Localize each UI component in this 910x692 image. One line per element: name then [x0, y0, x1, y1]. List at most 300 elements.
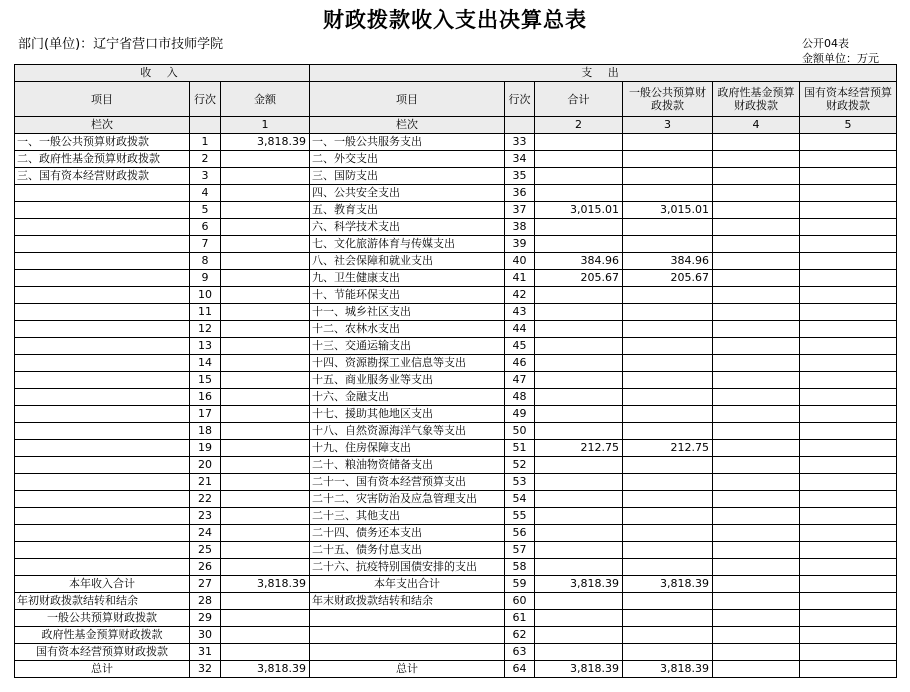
income-item-cell: 一般公共预算财政拨款: [15, 610, 190, 627]
table-row: [15, 406, 897, 423]
expense-row-number: 63: [505, 644, 535, 661]
column-number-2: 2: [535, 117, 623, 134]
income-amount-cell: 3,818.39: [221, 661, 310, 678]
expense-row-number: 47: [505, 372, 535, 389]
income-item-cell: [15, 355, 190, 372]
total-amount-cell: [535, 287, 623, 304]
table-row: [15, 559, 897, 576]
income-item-cell: [15, 338, 190, 355]
state-capital-cell: [800, 542, 897, 559]
expense-section-header: 支 出: [310, 65, 897, 82]
total-amount-cell: [535, 508, 623, 525]
general-budget-header: 一般公共预算财政拨款: [623, 82, 713, 117]
column-label-expense: 栏次: [310, 117, 505, 134]
total-amount-cell: [535, 406, 623, 423]
expense-row-number: 55: [505, 508, 535, 525]
table-row: [15, 593, 897, 610]
income-item-cell: [15, 253, 190, 270]
income-amount-cell: [221, 355, 310, 372]
expense-item-cell: 二十二、灾害防治及应急管理支出: [310, 491, 505, 508]
income-amount-cell: [221, 202, 310, 219]
state-capital-cell: [800, 202, 897, 219]
general-budget-cell: [623, 525, 713, 542]
general-budget-cell: 3,015.01: [623, 202, 713, 219]
income-amount-cell: [221, 253, 310, 270]
fund-budget-cell: [713, 627, 800, 644]
income-amount-cell: [221, 406, 310, 423]
state-capital-cell: [800, 355, 897, 372]
general-budget-cell: [623, 457, 713, 474]
income-item-cell: [15, 508, 190, 525]
total-amount-cell: [535, 168, 623, 185]
income-item-cell: 政府性基金预算财政拨款: [15, 627, 190, 644]
state-capital-cell: [800, 253, 897, 270]
expense-row-number: 64: [505, 661, 535, 678]
expense-item-cell: 十二、农林水支出: [310, 321, 505, 338]
expense-row-number: 44: [505, 321, 535, 338]
expense-item-cell: 总计: [310, 661, 505, 678]
income-item-header: 项目: [15, 82, 190, 117]
general-budget-cell: [623, 355, 713, 372]
expense-row-number: 34: [505, 151, 535, 168]
column-number-4: 4: [713, 117, 800, 134]
general-budget-cell: 205.67: [623, 270, 713, 287]
income-amount-cell: 3,818.39: [221, 576, 310, 593]
income-row-number: 7: [190, 236, 221, 253]
income-item-cell: [15, 202, 190, 219]
fund-budget-cell: [713, 389, 800, 406]
income-amount-cell: [221, 440, 310, 457]
total-amount-cell: 3,015.01: [535, 202, 623, 219]
fund-budget-cell: [713, 202, 800, 219]
expense-row-number: 45: [505, 338, 535, 355]
income-item-cell: [15, 304, 190, 321]
income-amount-cell: [221, 219, 310, 236]
table-row: [15, 423, 897, 440]
income-row-number: 29: [190, 610, 221, 627]
expense-row-number: 58: [505, 559, 535, 576]
fund-budget-cell: [713, 593, 800, 610]
income-amount-cell: [221, 508, 310, 525]
state-capital-cell: [800, 644, 897, 661]
general-budget-cell: [623, 338, 713, 355]
total-amount-cell: [535, 474, 623, 491]
table-row: [15, 661, 897, 678]
income-row-number: 23: [190, 508, 221, 525]
expense-item-cell: 二、外交支出: [310, 151, 505, 168]
total-amount-cell: [535, 219, 623, 236]
table-row: [15, 525, 897, 542]
general-budget-cell: [623, 168, 713, 185]
fund-budget-cell: [713, 236, 800, 253]
expense-row-number: 48: [505, 389, 535, 406]
total-amount-cell: [535, 185, 623, 202]
table-row: [15, 355, 897, 372]
income-item-cell: 一、一般公共预算财政拨款: [15, 134, 190, 151]
state-capital-cell: [800, 219, 897, 236]
fund-budget-cell: [713, 304, 800, 321]
general-budget-cell: [623, 219, 713, 236]
state-capital-cell: [800, 338, 897, 355]
expense-item-cell: 本年支出合计: [310, 576, 505, 593]
income-item-cell: [15, 559, 190, 576]
income-row-number: 20: [190, 457, 221, 474]
income-amount-cell: [221, 236, 310, 253]
income-row-number: 31: [190, 644, 221, 661]
income-amount-cell: [221, 457, 310, 474]
income-row-number: 24: [190, 525, 221, 542]
general-budget-cell: 3,818.39: [623, 661, 713, 678]
expense-row-number: 41: [505, 270, 535, 287]
state-capital-cell: [800, 423, 897, 440]
amount-unit: 金额单位：万元: [802, 52, 879, 65]
expense-row-number: 61: [505, 610, 535, 627]
fund-budget-cell: [713, 253, 800, 270]
table-row: [15, 457, 897, 474]
total-amount-cell: 384.96: [535, 253, 623, 270]
expense-item-cell: 十一、城乡社区支出: [310, 304, 505, 321]
table-row: [15, 508, 897, 525]
income-amount-cell: [221, 338, 310, 355]
income-row-number: 12: [190, 321, 221, 338]
expense-item-cell: 二十五、债务付息支出: [310, 542, 505, 559]
state-capital-cell: [800, 168, 897, 185]
total-amount-cell: [535, 423, 623, 440]
total-amount-cell: [535, 355, 623, 372]
total-amount-cell: [535, 610, 623, 627]
income-row-number: 11: [190, 304, 221, 321]
expense-item-cell: 六、科学技术支出: [310, 219, 505, 236]
table-row: [15, 627, 897, 644]
income-row-number: 18: [190, 423, 221, 440]
total-amount-cell: 3,818.39: [535, 661, 623, 678]
income-row-number: 6: [190, 219, 221, 236]
expense-item-cell: 十、节能环保支出: [310, 287, 505, 304]
income-amount-cell: [221, 474, 310, 491]
fund-budget-cell: [713, 168, 800, 185]
income-amount-cell: [221, 185, 310, 202]
table-row: [15, 372, 897, 389]
income-row-number: 5: [190, 202, 221, 219]
state-capital-cell: [800, 627, 897, 644]
state-capital-header: 国有资本经营预算财政拨款: [800, 82, 897, 117]
state-capital-cell: [800, 151, 897, 168]
total-amount-cell: [535, 593, 623, 610]
table-row: [15, 219, 897, 236]
column-label-income: 栏次: [15, 117, 190, 134]
state-capital-cell: [800, 134, 897, 151]
income-amount-cell: [221, 610, 310, 627]
expense-item-cell: [310, 610, 505, 627]
income-row-number: 17: [190, 406, 221, 423]
fund-budget-cell: [713, 576, 800, 593]
income-amount-cell: [221, 304, 310, 321]
expense-row-number: 46: [505, 355, 535, 372]
income-amount-cell: [221, 627, 310, 644]
fund-budget-cell: [713, 559, 800, 576]
state-capital-cell: [800, 457, 897, 474]
total-amount-cell: 205.67: [535, 270, 623, 287]
fund-budget-cell: [713, 151, 800, 168]
fund-budget-cell: [713, 508, 800, 525]
table-row: [15, 304, 897, 321]
income-row-number: 21: [190, 474, 221, 491]
expense-row-number: 62: [505, 627, 535, 644]
expense-row-number: 49: [505, 406, 535, 423]
column-number-5: 5: [800, 117, 897, 134]
expense-item-header: 项目: [310, 82, 505, 117]
expense-row-number: 37: [505, 202, 535, 219]
fund-budget-cell: [713, 457, 800, 474]
expense-row-number: 56: [505, 525, 535, 542]
total-amount-cell: [535, 559, 623, 576]
general-budget-cell: 212.75: [623, 440, 713, 457]
table-row: [15, 389, 897, 406]
state-capital-cell: [800, 559, 897, 576]
income-row-number: 9: [190, 270, 221, 287]
income-row-number: 2: [190, 151, 221, 168]
state-capital-cell: [800, 270, 897, 287]
state-capital-cell: [800, 610, 897, 627]
state-capital-cell: [800, 525, 897, 542]
fund-budget-cell: [713, 423, 800, 440]
income-item-cell: [15, 474, 190, 491]
expense-row-number: 51: [505, 440, 535, 457]
income-amount-cell: [221, 423, 310, 440]
state-capital-cell: [800, 406, 897, 423]
expense-item-cell: 年末财政拨款结转和结余: [310, 593, 505, 610]
income-amount-cell: [221, 389, 310, 406]
table-row: [15, 321, 897, 338]
expense-item-cell: 十五、商业服务业等支出: [310, 372, 505, 389]
income-section-header: 收 入: [15, 65, 310, 82]
table-row: [15, 168, 897, 185]
fund-budget-cell: [713, 644, 800, 661]
expense-item-cell: 一、一般公共服务支出: [310, 134, 505, 151]
expense-item-cell: 七、文化旅游体育与传媒支出: [310, 236, 505, 253]
fund-budget-cell: [713, 338, 800, 355]
department-label: 部门(单位)：辽宁省营口市技师学院: [18, 37, 224, 52]
expense-item-cell: [310, 644, 505, 661]
income-row-number: 30: [190, 627, 221, 644]
expense-row-number: 60: [505, 593, 535, 610]
income-amount-cell: [221, 287, 310, 304]
table-row: [15, 644, 897, 661]
fund-budget-cell: [713, 440, 800, 457]
income-amount-header: 金额: [221, 82, 310, 117]
expense-item-cell: 二十一、国有资本经营预算支出: [310, 474, 505, 491]
state-capital-cell: [800, 304, 897, 321]
income-amount-cell: [221, 491, 310, 508]
general-budget-cell: [623, 372, 713, 389]
state-capital-cell: [800, 440, 897, 457]
income-item-cell: [15, 525, 190, 542]
income-amount-cell: [221, 321, 310, 338]
expense-row-number: 43: [505, 304, 535, 321]
general-budget-cell: [623, 304, 713, 321]
income-item-cell: [15, 406, 190, 423]
income-item-cell: 二、政府性基金预算财政拨款: [15, 151, 190, 168]
expense-item-cell: 十六、金融支出: [310, 389, 505, 406]
general-budget-cell: [623, 389, 713, 406]
total-amount-cell: [535, 457, 623, 474]
table-row: [15, 338, 897, 355]
fund-budget-cell: [713, 321, 800, 338]
expense-row-number: 40: [505, 253, 535, 270]
general-budget-cell: [623, 287, 713, 304]
income-amount-cell: [221, 525, 310, 542]
income-row-number: 13: [190, 338, 221, 355]
expense-row-number: 36: [505, 185, 535, 202]
total-amount-cell: [535, 525, 623, 542]
expense-row-number: 52: [505, 457, 535, 474]
expense-item-cell: 二十四、债务还本支出: [310, 525, 505, 542]
expense-item-cell: 十三、交通运输支出: [310, 338, 505, 355]
table-row: [15, 576, 897, 593]
fund-budget-cell: [713, 134, 800, 151]
expense-item-cell: 四、公共安全支出: [310, 185, 505, 202]
fund-budget-cell: [713, 287, 800, 304]
expense-item-cell: 二十六、抗疫特别国债安排的支出: [310, 559, 505, 576]
column-number-3: 3: [623, 117, 713, 134]
general-budget-cell: [623, 185, 713, 202]
general-budget-cell: [623, 559, 713, 576]
income-item-cell: [15, 372, 190, 389]
state-capital-cell: [800, 287, 897, 304]
fund-budget-cell: [713, 542, 800, 559]
income-item-cell: 总计: [15, 661, 190, 678]
general-budget-cell: 3,818.39: [623, 576, 713, 593]
total-amount-cell: [535, 134, 623, 151]
total-amount-cell: [535, 236, 623, 253]
income-item-cell: [15, 287, 190, 304]
total-amount-cell: [535, 372, 623, 389]
income-row-number: 16: [190, 389, 221, 406]
income-item-cell: [15, 440, 190, 457]
income-item-cell: [15, 542, 190, 559]
total-amount-cell: 212.75: [535, 440, 623, 457]
state-capital-cell: [800, 508, 897, 525]
table-row: [15, 474, 897, 491]
income-row-number: 32: [190, 661, 221, 678]
income-row-number: 25: [190, 542, 221, 559]
table-row: [15, 270, 897, 287]
general-budget-cell: [623, 423, 713, 440]
income-item-cell: 年初财政拨款结转和结余: [15, 593, 190, 610]
budget-table: [14, 64, 897, 678]
expense-item-cell: 二十三、其他支出: [310, 508, 505, 525]
fund-budget-cell: [713, 474, 800, 491]
table-row: [15, 542, 897, 559]
table-row: [15, 491, 897, 508]
expense-item-cell: 十七、援助其他地区支出: [310, 406, 505, 423]
expense-row-number: 54: [505, 491, 535, 508]
fund-budget-cell: [713, 525, 800, 542]
income-item-cell: [15, 219, 190, 236]
income-row-number: 8: [190, 253, 221, 270]
expense-item-cell: 二十、粮油物资储备支出: [310, 457, 505, 474]
general-budget-cell: [623, 491, 713, 508]
general-budget-cell: [623, 151, 713, 168]
income-item-cell: 三、国有资本经营财政拨款: [15, 168, 190, 185]
fund-budget-cell: [713, 610, 800, 627]
state-capital-cell: [800, 593, 897, 610]
expense-item-cell: 十八、自然资源海洋气象等支出: [310, 423, 505, 440]
income-amount-cell: [221, 168, 310, 185]
expense-row-number: 59: [505, 576, 535, 593]
state-capital-cell: [800, 491, 897, 508]
expense-row-number: 35: [505, 168, 535, 185]
general-budget-cell: [623, 644, 713, 661]
expense-row-number: 42: [505, 287, 535, 304]
income-amount-cell: [221, 559, 310, 576]
expense-row-number: 50: [505, 423, 535, 440]
form-code: 公开04表: [802, 37, 849, 50]
total-amount-cell: [535, 151, 623, 168]
expense-item-cell: 十九、住房保障支出: [310, 440, 505, 457]
general-budget-cell: [623, 134, 713, 151]
expense-row-number: 53: [505, 474, 535, 491]
income-amount-cell: [221, 593, 310, 610]
expense-item-cell: 五、教育支出: [310, 202, 505, 219]
income-row-number: 19: [190, 440, 221, 457]
fund-budget-cell: [713, 372, 800, 389]
general-budget-cell: [623, 474, 713, 491]
expense-row-number: 57: [505, 542, 535, 559]
general-budget-cell: [623, 610, 713, 627]
state-capital-cell: [800, 185, 897, 202]
income-row-number: 27: [190, 576, 221, 593]
income-amount-cell: [221, 270, 310, 287]
expense-item-cell: 八、社会保障和就业支出: [310, 253, 505, 270]
income-item-cell: [15, 270, 190, 287]
column-blank: [190, 117, 221, 134]
expense-row-number: 38: [505, 219, 535, 236]
total-amount-cell: [535, 389, 623, 406]
income-row-number: 28: [190, 593, 221, 610]
total-amount-cell: [535, 321, 623, 338]
income-row-number: 1: [190, 134, 221, 151]
general-budget-cell: [623, 627, 713, 644]
total-amount-cell: [535, 542, 623, 559]
income-amount-cell: [221, 151, 310, 168]
table-row: [15, 134, 897, 151]
column-number-1: 1: [221, 117, 310, 134]
income-row-number: 14: [190, 355, 221, 372]
income-row-number: 4: [190, 185, 221, 202]
table-row: [15, 202, 897, 219]
expense-item-cell: [310, 627, 505, 644]
income-item-cell: [15, 185, 190, 202]
income-amount-cell: 3,818.39: [221, 134, 310, 151]
general-budget-cell: [623, 321, 713, 338]
table-row: [15, 287, 897, 304]
income-rowno-header: 行次: [190, 82, 221, 117]
general-budget-cell: 384.96: [623, 253, 713, 270]
fund-budget-cell: [713, 661, 800, 678]
column-blank: [505, 117, 535, 134]
income-row-number: 3: [190, 168, 221, 185]
state-capital-cell: [800, 236, 897, 253]
state-capital-cell: [800, 321, 897, 338]
state-capital-cell: [800, 661, 897, 678]
state-capital-cell: [800, 576, 897, 593]
report-title: 财政拨款收入支出决算总表: [323, 7, 587, 32]
income-row-number: 26: [190, 559, 221, 576]
income-item-cell: [15, 321, 190, 338]
fund-budget-cell: [713, 355, 800, 372]
income-item-cell: [15, 236, 190, 253]
